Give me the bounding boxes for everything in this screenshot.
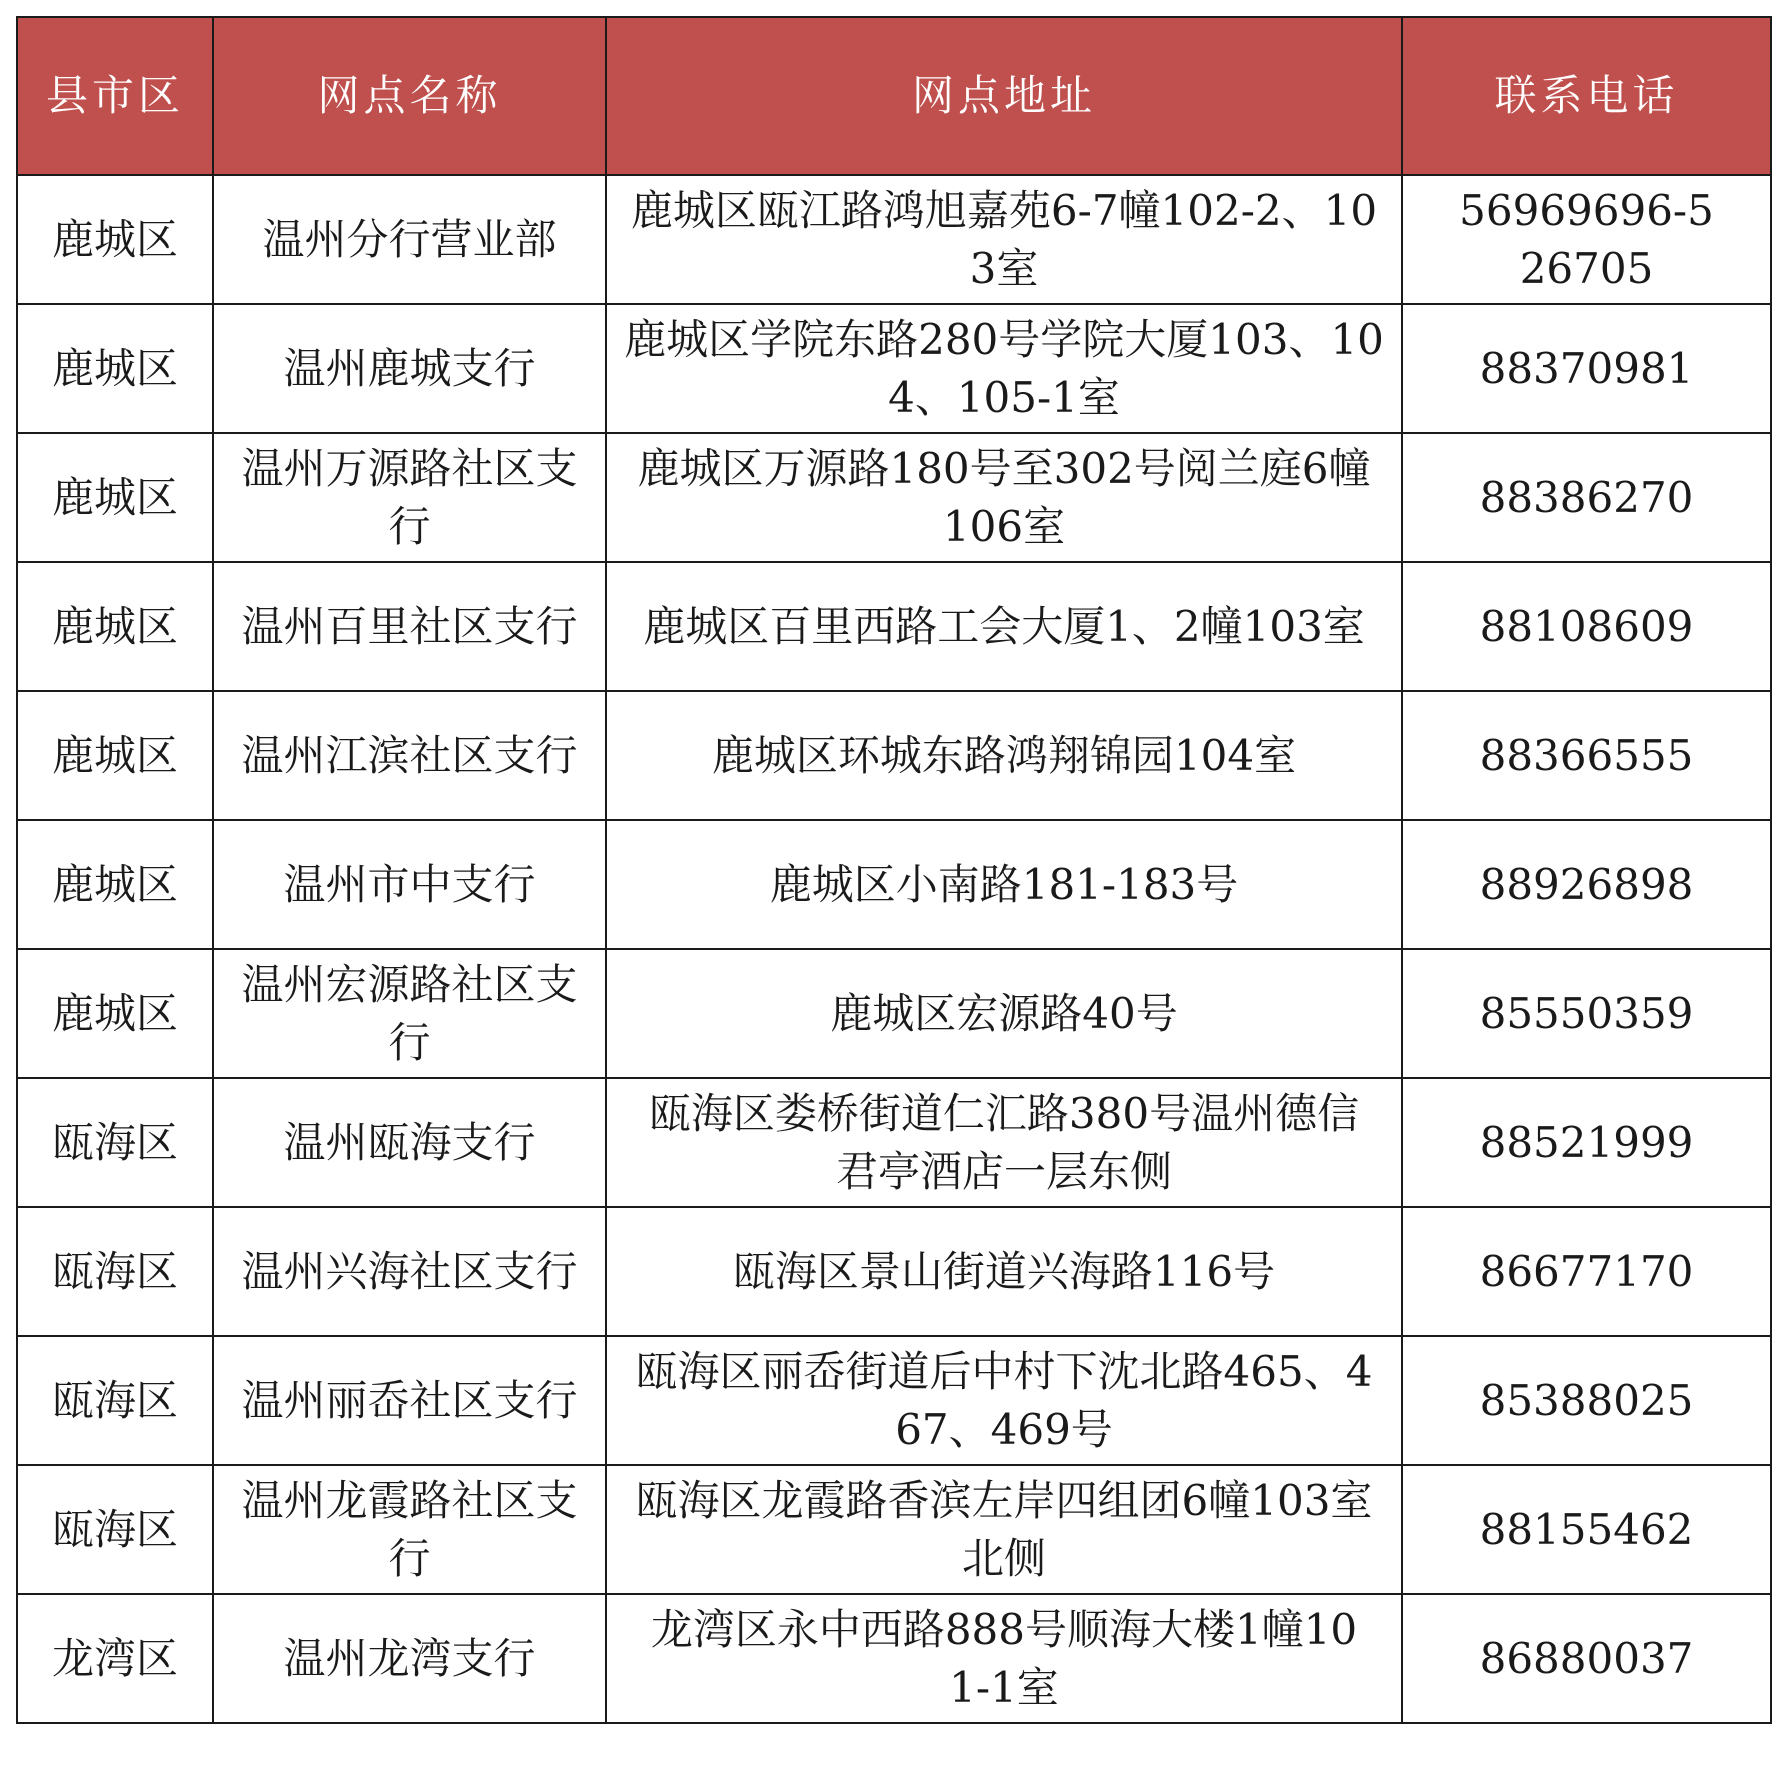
phone-cell: 86880037 [1402, 1594, 1771, 1723]
table-row [17, 304, 1771, 433]
table-row [17, 820, 1771, 949]
table-row [17, 1594, 1771, 1723]
branch-address-cell: 鹿城区瓯江路鸿旭嘉苑6-7幢102-2、103室 [606, 175, 1402, 304]
header-branch-address: 网点地址 [606, 17, 1402, 175]
header-branch-name: 网点名称 [213, 17, 606, 175]
branch-name-cell: 温州鹿城支行 [213, 304, 606, 433]
table-row [17, 175, 1771, 304]
branch-name-cell: 温州丽岙社区支行 [213, 1336, 606, 1465]
branch-name-cell: 温州百里社区支行 [213, 562, 606, 691]
district-cell: 鹿城区 [17, 304, 213, 433]
phone-cell: 85388025 [1402, 1336, 1771, 1465]
table-row [17, 1078, 1771, 1207]
branch-address-cell: 鹿城区学院东路280号学院大厦103、104、105-1室 [606, 304, 1402, 433]
branch-address-cell: 瓯海区娄桥街道仁汇路380号温州德信君亭酒店一层东侧 [606, 1078, 1402, 1207]
phone-cell: 88926898 [1402, 820, 1771, 949]
district-cell: 瓯海区 [17, 1207, 213, 1336]
branch-name-cell: 温州分行营业部 [213, 175, 606, 304]
header-row [17, 17, 1771, 175]
phone-cell: 56969696-526705 [1402, 175, 1771, 304]
branch-address-cell: 瓯海区景山街道兴海路116号 [606, 1207, 1402, 1336]
branch-name-cell: 温州江滨社区支行 [213, 691, 606, 820]
branch-name-cell: 温州兴海社区支行 [213, 1207, 606, 1336]
table-row [17, 1207, 1771, 1336]
table-row [17, 691, 1771, 820]
district-cell: 瓯海区 [17, 1078, 213, 1207]
phone-cell: 88155462 [1402, 1465, 1771, 1594]
phone-cell: 86677170 [1402, 1207, 1771, 1336]
branch-address-cell: 瓯海区龙霞路香滨左岸四组团6幢103室北侧 [606, 1465, 1402, 1594]
branch-name-cell: 温州龙霞路社区支行 [213, 1465, 606, 1594]
district-cell: 鹿城区 [17, 949, 213, 1078]
branch-address-cell: 龙湾区永中西路888号顺海大楼1幢101-1室 [606, 1594, 1402, 1723]
branch-address-cell: 鹿城区宏源路40号 [606, 949, 1402, 1078]
table-row [17, 949, 1771, 1078]
header-district: 县市区 [17, 17, 213, 175]
district-cell: 龙湾区 [17, 1594, 213, 1723]
phone-cell: 88370981 [1402, 304, 1771, 433]
phone-cell: 88386270 [1402, 433, 1771, 562]
district-cell: 鹿城区 [17, 562, 213, 691]
table-row [17, 1465, 1771, 1594]
branch-address-cell: 瓯海区丽岙街道后中村下沈北路465、467、469号 [606, 1336, 1402, 1465]
header-phone: 联系电话 [1402, 17, 1771, 175]
branch-table [16, 16, 1772, 1724]
table-row [17, 1336, 1771, 1465]
table-body [17, 175, 1771, 1723]
branch-address-cell: 鹿城区小南路181-183号 [606, 820, 1402, 949]
phone-cell: 88366555 [1402, 691, 1771, 820]
district-cell: 鹿城区 [17, 820, 213, 949]
branch-name-cell: 温州宏源路社区支行 [213, 949, 606, 1078]
branch-address-cell: 鹿城区百里西路工会大厦1、2幢103室 [606, 562, 1402, 691]
district-cell: 鹿城区 [17, 691, 213, 820]
table-row [17, 562, 1771, 691]
district-cell: 瓯海区 [17, 1465, 213, 1594]
phone-cell: 85550359 [1402, 949, 1771, 1078]
branch-name-cell: 温州市中支行 [213, 820, 606, 949]
branch-address-cell: 鹿城区环城东路鸿翔锦园104室 [606, 691, 1402, 820]
district-cell: 鹿城区 [17, 175, 213, 304]
branch-name-cell: 温州龙湾支行 [213, 1594, 606, 1723]
district-cell: 鹿城区 [17, 433, 213, 562]
branch-name-cell: 温州瓯海支行 [213, 1078, 606, 1207]
table-row [17, 433, 1771, 562]
phone-cell: 88521999 [1402, 1078, 1771, 1207]
branch-address-cell: 鹿城区万源路180号至302号阅兰庭6幢106室 [606, 433, 1402, 562]
table-header [17, 17, 1771, 175]
district-cell: 瓯海区 [17, 1336, 213, 1465]
branch-name-cell: 温州万源路社区支行 [213, 433, 606, 562]
phone-cell: 88108609 [1402, 562, 1771, 691]
